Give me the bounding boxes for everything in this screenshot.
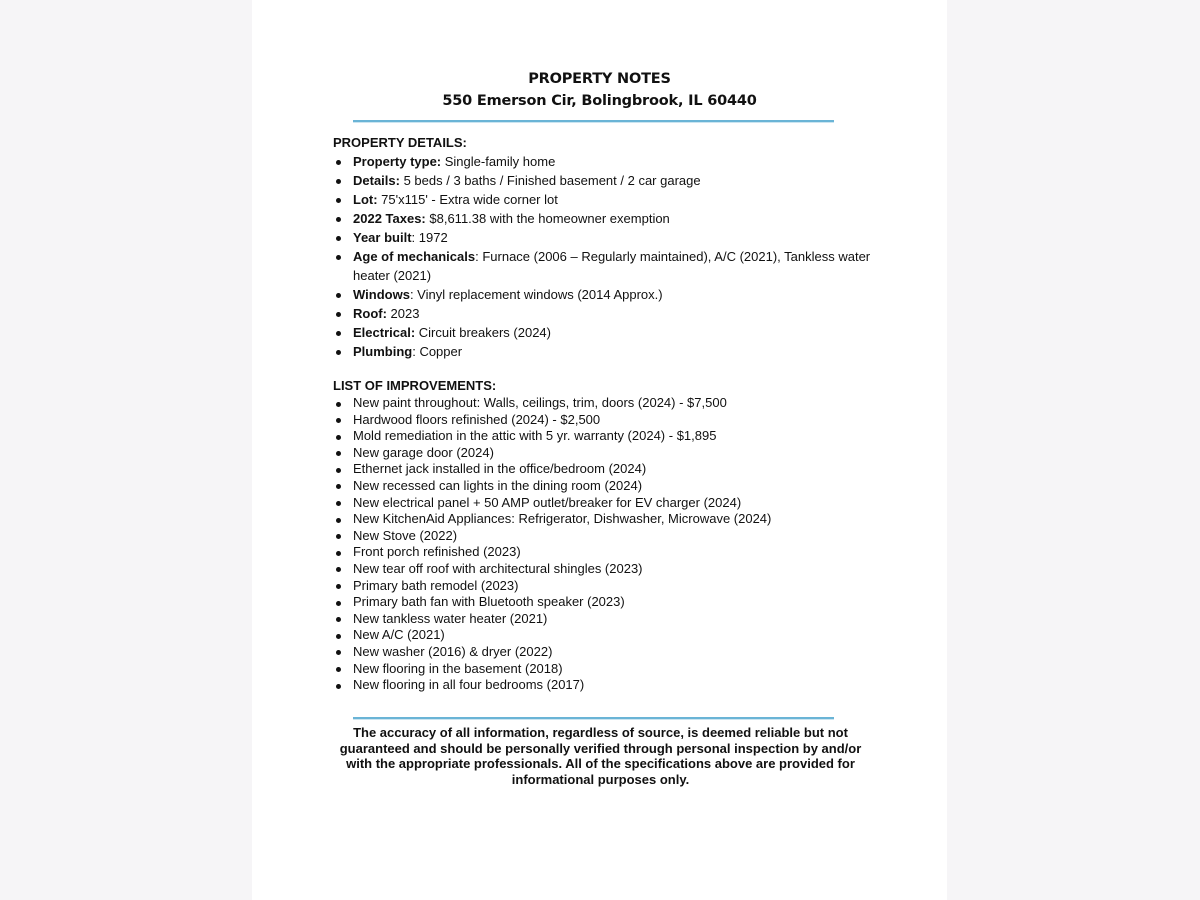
improvement-item: New tear off roof with architectural shingles (2023) (333, 561, 893, 578)
improvement-item: New A/C (2021) (333, 627, 893, 644)
improvement-item: New recessed can lights in the dining room (2024) (333, 478, 893, 495)
property-details-list (333, 152, 893, 361)
document-header (252, 68, 947, 112)
improvement-item: Mold remediation in the attic with 5 yr. warranty (2024) - $1,895 (333, 428, 893, 445)
detail-item-windows (333, 285, 893, 304)
improvement-item: New flooring in the basement (2018) (333, 661, 893, 678)
detail-item-electrical (333, 323, 893, 342)
detail-value: Single-family home (441, 154, 556, 169)
improvement-item: New electrical panel + 50 AMP outlet/breaker for EV charger (2024) (333, 495, 893, 512)
detail-label: Plumbing (353, 344, 413, 359)
detail-value: : Furnace (2006 – Regularly maintained), A/C (2021), Tankless water heater (2021) (353, 249, 871, 283)
detail-item-roof (333, 304, 893, 323)
improvement-item: Ethernet jack installed in the office/bedroom (2024) (333, 461, 893, 478)
improvement-item: Hardwood floors refinished (2024) - $2,500 (333, 412, 893, 429)
detail-label: Age of mechanicals (353, 249, 476, 264)
detail-label: Windows (353, 287, 410, 302)
document-title: PROPERTY NOTES (528, 71, 671, 87)
detail-label: Lot: (353, 192, 378, 207)
detail-value: Circuit breakers (2024) (415, 325, 551, 340)
detail-item-year-built (333, 228, 893, 247)
improvement-item: New KitchenAid Appliances: Refrigerator, Dishwasher, Microwave (2024) (333, 511, 893, 528)
improvement-item: New garage door (2024) (333, 445, 893, 462)
detail-item-details (333, 171, 893, 190)
top-divider (353, 120, 834, 122)
section-spacer (333, 361, 893, 376)
disclaimer-text: The accuracy of all information, regardless of source, is deemed reliable but not guaranteed and should be personally verified through personal inspection by and/or with the appropriate professionals. All of the specifications above are provided for informational purposes only. (339, 725, 862, 787)
detail-value: 2023 (386, 306, 420, 321)
improvement-item: Primary bath fan with Bluetooth speaker (2023) (333, 594, 893, 611)
detail-label: Roof: (353, 306, 387, 321)
detail-item-plumbing (333, 342, 893, 361)
detail-value: : 1972 (411, 230, 448, 245)
improvements-heading: LIST OF IMPROVEMENTS: (333, 378, 497, 393)
improvement-item: Front porch refinished (2023) (333, 544, 893, 561)
property-address: 550 Emerson Cir, Bolingbrook, IL 60440 (442, 93, 757, 109)
detail-label: Details: (353, 173, 400, 188)
improvement-item: New flooring in all four bedrooms (2017) (333, 677, 893, 694)
detail-label: Property type: (353, 154, 442, 169)
detail-value: : Copper (412, 344, 463, 359)
detail-label: Electrical: (353, 325, 416, 340)
detail-value: : Vinyl replacement windows (2014 Approx.) (409, 287, 663, 302)
improvement-item: New paint throughout: Walls, ceilings, trim, doors (2024) - $7,500 (333, 395, 893, 412)
detail-item-property-type (333, 152, 893, 171)
document-page (252, 0, 947, 900)
document-body (333, 133, 893, 694)
detail-item-mechanicals (333, 247, 893, 285)
improvement-item: New Stove (2022) (333, 528, 893, 545)
detail-label: Year built (353, 230, 412, 245)
improvement-item: Primary bath remodel (2023) (333, 578, 893, 595)
improvement-item: New washer (2016) & dryer (2022) (333, 644, 893, 661)
bottom-divider (353, 717, 834, 719)
detail-label: 2022 Taxes: (353, 211, 426, 226)
detail-item-lot (333, 190, 893, 209)
property-details-heading: PROPERTY DETAILS: (333, 135, 467, 150)
improvement-item: New tankless water heater (2021) (333, 611, 893, 628)
detail-item-taxes (333, 209, 893, 228)
improvements-list (333, 395, 893, 694)
detail-value: 5 beds / 3 baths / Finished basement / 2 car garage (399, 173, 701, 188)
detail-value: $8,611.38 with the homeowner exemption (425, 211, 670, 226)
detail-value: 75'x115' - Extra wide corner lot (377, 192, 558, 207)
